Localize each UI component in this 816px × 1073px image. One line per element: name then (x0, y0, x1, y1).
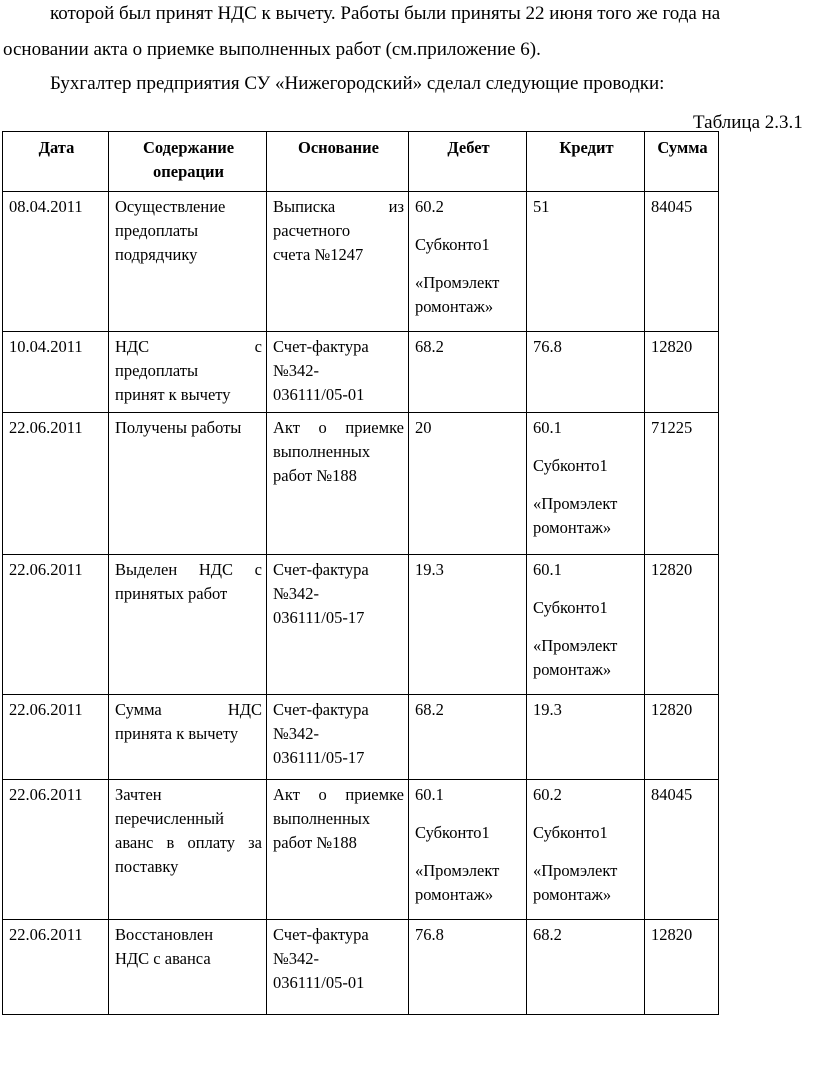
postings-table (2, 131, 719, 1015)
cell-content-line: аванс в оплату за (115, 833, 262, 852)
cell-credit-line: «Промэлект (533, 861, 618, 880)
header-debit: Дебет (409, 132, 527, 192)
cell-debit (409, 332, 527, 413)
cell-credit (527, 555, 645, 695)
cell-credit-paragraph (533, 698, 640, 722)
cell-content-line: Осуществление (115, 197, 226, 216)
cell-credit (527, 192, 645, 332)
cell-sum: 12820 (645, 332, 719, 413)
cell-credit-line: Субконто1 (533, 823, 608, 842)
cell-credit-line: ромонтаж» (533, 518, 612, 537)
cell-basis-line: №342- (273, 724, 319, 743)
cell-credit-paragraph (533, 195, 640, 219)
cell-credit-paragraph (533, 859, 640, 907)
cell-debit-line: «Промэлект (415, 273, 500, 292)
cell-credit-paragraph (533, 416, 640, 440)
cell-basis (267, 332, 409, 413)
cell-basis-line: Акт о приемке (273, 418, 404, 437)
paragraph-line-1: которой был принят НДС к вычету. Работы были приняты 22 июня того же года на (50, 3, 721, 24)
cell-debit-paragraph (415, 271, 522, 319)
cell-content (109, 920, 267, 1015)
cell-debit-paragraph (415, 923, 522, 947)
cell-basis-line: №342- (273, 361, 319, 380)
cell-debit-line: 68.2 (415, 700, 444, 719)
cell-basis (267, 192, 409, 332)
cell-credit (527, 920, 645, 1015)
cell-content-line: принята к вычету (115, 724, 239, 743)
cell-content-line: НДС с (115, 337, 262, 356)
paragraph-line-3: Бухгалтер предприятия СУ «Нижегородский» сделал следующие проводки: (50, 73, 665, 94)
cell-debit-paragraph (415, 698, 522, 722)
cell-sum: 12820 (645, 555, 719, 695)
cell-debit-line: ромонтаж» (415, 885, 494, 904)
cell-credit-line: 68.2 (533, 925, 562, 944)
header-basis: Основание (267, 132, 409, 192)
header-content-line-2: операции (152, 162, 225, 181)
table-row (3, 192, 719, 332)
cell-debit-paragraph (415, 233, 522, 257)
cell-basis-line: расчетного (273, 221, 351, 240)
table-row (3, 920, 719, 1015)
cell-content-line: Получены работы (115, 418, 242, 437)
cell-sum: 84045 (645, 192, 719, 332)
cell-date: 22.06.2011 (3, 695, 109, 780)
cell-credit-line: Субконто1 (533, 598, 608, 617)
cell-debit-line: 19.3 (415, 560, 444, 579)
cell-basis-line: №342- (273, 584, 319, 603)
cell-basis (267, 555, 409, 695)
cell-basis-line: выполненных (273, 442, 371, 461)
cell-basis-line: счета №1247 (273, 245, 364, 264)
paragraph-line-2: основании акта о приемке выполненных работ (см.приложение 6). (3, 39, 541, 60)
cell-basis-line: 036111/05-01 (273, 385, 365, 404)
cell-date: 08.04.2011 (3, 192, 109, 332)
cell-content (109, 192, 267, 332)
table-row (3, 413, 719, 555)
cell-sum: 71225 (645, 413, 719, 555)
cell-credit-paragraph (533, 783, 640, 807)
cell-debit-paragraph (415, 783, 522, 807)
cell-basis (267, 920, 409, 1015)
cell-credit (527, 780, 645, 920)
cell-credit-paragraph (533, 335, 640, 359)
cell-debit-line: Субконто1 (415, 823, 490, 842)
cell-content (109, 555, 267, 695)
cell-sum: 84045 (645, 780, 719, 920)
cell-content-line: принят к вычету (115, 385, 231, 404)
cell-basis-line: Счет-фактура (273, 560, 369, 579)
cell-content-line: предоплаты (115, 361, 199, 380)
cell-content (109, 413, 267, 555)
cell-content (109, 695, 267, 780)
cell-content-line: Восстановлен (115, 925, 214, 944)
cell-debit-line: 60.2 (415, 197, 444, 216)
cell-credit-paragraph (533, 923, 640, 947)
cell-content-line: Выделен НДС с (115, 560, 262, 579)
cell-date: 22.06.2011 (3, 413, 109, 555)
cell-basis-line: работ №188 (273, 833, 357, 852)
cell-debit-paragraph (415, 558, 522, 582)
cell-sum: 12820 (645, 920, 719, 1015)
cell-content (109, 332, 267, 413)
cell-credit-paragraph (533, 634, 640, 682)
cell-credit-paragraph (533, 492, 640, 540)
cell-date: 10.04.2011 (3, 332, 109, 413)
cell-credit (527, 695, 645, 780)
header-content-line-1: Содержание (142, 138, 235, 157)
cell-content-line: подрядчику (115, 245, 198, 264)
cell-credit (527, 332, 645, 413)
cell-credit-line: 60.1 (533, 560, 562, 579)
cell-basis-line: выполненных (273, 809, 371, 828)
cell-credit-paragraph (533, 596, 640, 620)
header-sum: Сумма (645, 132, 719, 192)
cell-date: 22.06.2011 (3, 920, 109, 1015)
cell-content-line: НДС с аванса (115, 949, 211, 968)
cell-credit-paragraph (533, 454, 640, 478)
cell-debit-line: 60.1 (415, 785, 444, 804)
header-credit: Кредит (527, 132, 645, 192)
cell-credit-line: 60.2 (533, 785, 562, 804)
cell-debit-line: 68.2 (415, 337, 444, 356)
cell-basis-line: Счет-фактура (273, 337, 369, 356)
cell-debit-line: Субконто1 (415, 235, 490, 254)
table-caption: Таблица 2.3.1 (693, 112, 803, 133)
cell-debit (409, 920, 527, 1015)
cell-debit-paragraph (415, 859, 522, 907)
cell-debit-line: 76.8 (415, 925, 444, 944)
cell-basis-line: №342- (273, 949, 319, 968)
cell-debit (409, 555, 527, 695)
cell-basis (267, 413, 409, 555)
cell-debit (409, 780, 527, 920)
cell-debit-paragraph (415, 335, 522, 359)
cell-basis-line: 036111/05-17 (273, 748, 365, 767)
cell-basis-line: Счет-фактура (273, 925, 369, 944)
cell-basis-line: работ №188 (273, 466, 357, 485)
cell-credit-line: ромонтаж» (533, 885, 612, 904)
cell-content-line: Зачтен (115, 785, 162, 804)
cell-basis-line: 036111/05-01 (273, 973, 365, 992)
cell-content (109, 780, 267, 920)
table-body (3, 192, 719, 1015)
cell-sum: 12820 (645, 695, 719, 780)
cell-credit (527, 413, 645, 555)
cell-debit-paragraph (415, 195, 522, 219)
cell-debit (409, 192, 527, 332)
cell-credit-line: 76.8 (533, 337, 562, 356)
cell-content-line: принятых работ (115, 584, 228, 603)
table-row (3, 555, 719, 695)
cell-basis (267, 695, 409, 780)
cell-debit-line: 20 (415, 418, 432, 437)
cell-credit-line: ромонтаж» (533, 660, 612, 679)
cell-credit-paragraph (533, 821, 640, 845)
cell-basis-line: 036111/05-17 (273, 608, 365, 627)
cell-credit-line: 19.3 (533, 700, 562, 719)
cell-debit-line: «Промэлект (415, 861, 500, 880)
table-row (3, 780, 719, 920)
cell-credit-paragraph (533, 558, 640, 582)
cell-credit-line: 51 (533, 197, 550, 216)
cell-basis-line: Акт о приемке (273, 785, 404, 804)
cell-debit-paragraph (415, 416, 522, 440)
cell-basis (267, 780, 409, 920)
cell-content-line: предоплаты (115, 221, 199, 240)
cell-debit-paragraph (415, 821, 522, 845)
cell-debit (409, 413, 527, 555)
cell-basis-line: Счет-фактура (273, 700, 369, 719)
table-row (3, 332, 719, 413)
cell-debit (409, 695, 527, 780)
cell-content-line: перечисленный (115, 809, 224, 828)
cell-credit-line: «Промэлект (533, 636, 618, 655)
cell-date: 22.06.2011 (3, 555, 109, 695)
table-row (3, 695, 719, 780)
header-date: Дата (3, 132, 109, 192)
cell-date: 22.06.2011 (3, 780, 109, 920)
cell-credit-line: 60.1 (533, 418, 562, 437)
cell-credit-line: «Промэлект (533, 494, 618, 513)
cell-basis-line: Выписка из (273, 197, 404, 216)
cell-content-line: поставку (115, 857, 179, 876)
header-content (109, 132, 267, 192)
table-header-row (3, 132, 719, 192)
cell-content-line: Сумма НДС (115, 700, 262, 719)
cell-credit-line: Субконто1 (533, 456, 608, 475)
cell-debit-line: ромонтаж» (415, 297, 494, 316)
